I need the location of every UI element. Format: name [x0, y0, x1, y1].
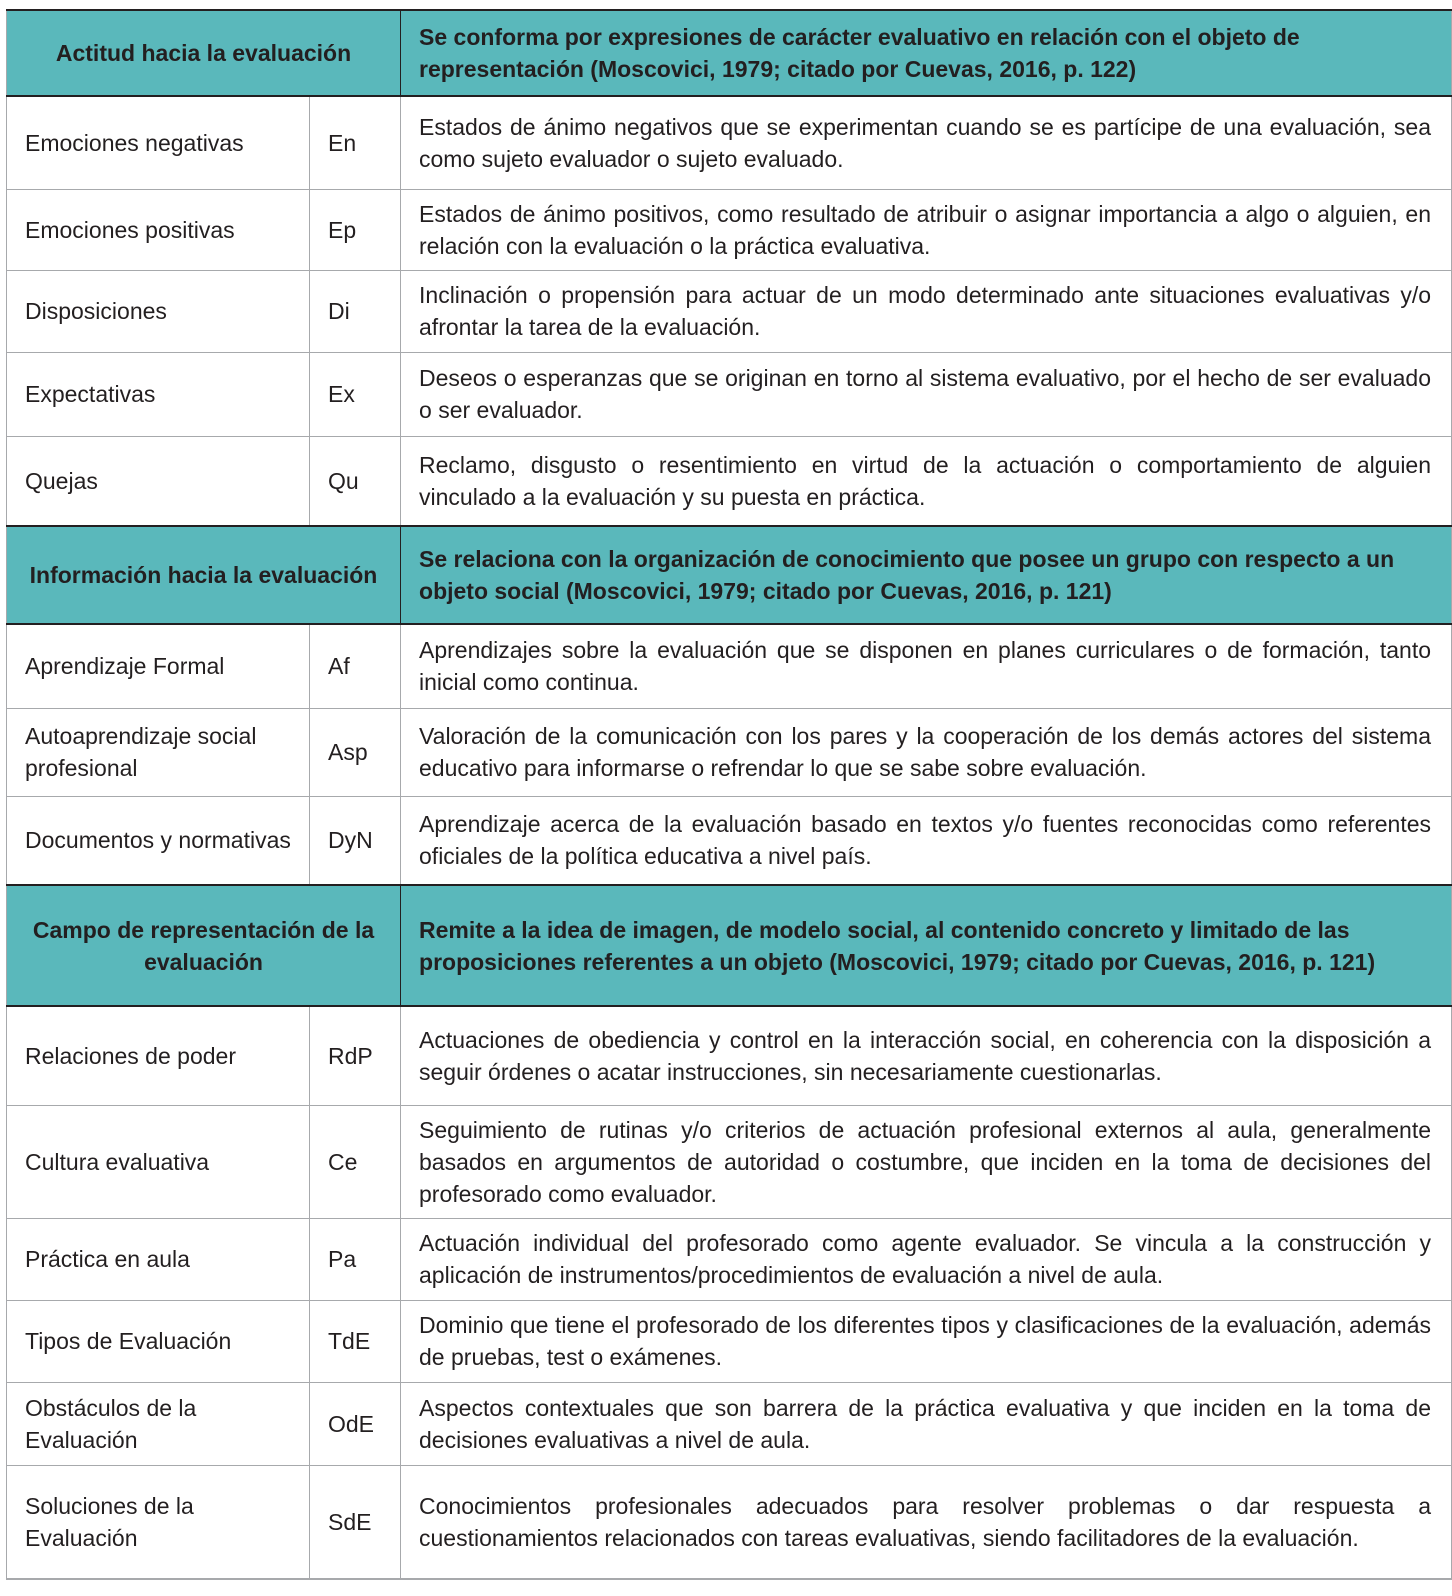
- category-code: Ex: [310, 352, 401, 436]
- category-code: Di: [310, 270, 401, 352]
- category-name: Tipos de Evaluación: [7, 1300, 310, 1382]
- category-name: Expectativas: [7, 352, 310, 436]
- category-code: Qu: [310, 436, 401, 526]
- section-title: Actitud hacia la evaluación: [7, 10, 401, 96]
- category-name: Obstáculos de la Evaluación: [7, 1382, 310, 1465]
- category-description: Aprendizajes sobre la evaluación que se disponen en planes curriculares o de formación, tanto inicial como continua.: [401, 624, 1452, 708]
- table-row: [7, 270, 1452, 352]
- section-description: Remite a la idea de imagen, de modelo social, al contenido concreto y limitado de las proposiciones referentes a un objeto (Moscovici, 1979; citado por Cuevas, 2016, p. 121): [401, 885, 1452, 1006]
- category-name: Emociones negativas: [7, 96, 310, 189]
- section-description: Se relaciona con la organización de conocimiento que posee un grupo con respecto a un objeto social (Moscovici, 1979; citado por Cuevas, 2016, p. 121): [401, 526, 1452, 624]
- category-description: Conocimientos profesionales adecuados para resolver problemas o dar respuesta a cuestionamientos relacionados con tareas evaluativas, siendo facilitadores de la evaluación.: [401, 1465, 1452, 1579]
- category-code: Ep: [310, 189, 401, 270]
- table-row: [7, 1382, 1452, 1465]
- category-description: Aprendizaje acerca de la evaluación basado en textos y/o fuentes reconocidas como referentes oficiales de la política educativa a nivel país.: [401, 796, 1452, 885]
- category-code: TdE: [310, 1300, 401, 1382]
- category-code: RdP: [310, 1006, 401, 1105]
- category-name: Emociones positivas: [7, 189, 310, 270]
- section-title: Información hacia la evaluación: [7, 526, 401, 624]
- table-row: [7, 1218, 1452, 1300]
- table-row: [7, 436, 1452, 526]
- table-row: [7, 189, 1452, 270]
- categories-table: [6, 9, 1452, 1580]
- category-code: Af: [310, 624, 401, 708]
- category-name: Cultura evaluativa: [7, 1105, 310, 1218]
- category-code: Asp: [310, 708, 401, 796]
- category-description: Dominio que tiene el profesorado de los diferentes tipos y clasificaciones de la evaluación, además de pruebas, test o exámenes.: [401, 1300, 1452, 1382]
- category-name: Soluciones de la Evaluación: [7, 1465, 310, 1579]
- category-description: Reclamo, disgusto o resentimiento en virtud de la actuación o comportamiento de alguien vinculado a la evaluación y su puesta en práctica.: [401, 436, 1452, 526]
- table-row: [7, 1105, 1452, 1218]
- category-description: Actuación individual del profesorado como agente evaluador. Se vincula a la construcción y aplicación de instrumentos/procedimientos de evaluación a nivel de aula.: [401, 1218, 1452, 1300]
- category-name: Aprendizaje Formal: [7, 624, 310, 708]
- category-name: Disposiciones: [7, 270, 310, 352]
- category-description: Aspectos contextuales que son barrera de la práctica evaluativa y que inciden en la toma de decisiones evaluativas a nivel de aula.: [401, 1382, 1452, 1465]
- category-code: Ce: [310, 1105, 401, 1218]
- table-row: [7, 352, 1452, 436]
- section-title: Campo de representación de la evaluación: [7, 885, 401, 1006]
- section-header-actitud: [7, 10, 1452, 96]
- table-row: [7, 708, 1452, 796]
- table-row: [7, 1006, 1452, 1105]
- category-description: Estados de ánimo positivos, como resultado de atribuir o asignar importancia a algo o alguien, en relación con la evaluación o la práctica evaluativa.: [401, 189, 1452, 270]
- category-description: Seguimiento de rutinas y/o criterios de actuación profesional externos al aula, generalmente basados en argumentos de autoridad o costumbre, que inciden en la toma de decisiones del profesorado como evaluador.: [401, 1105, 1452, 1218]
- category-description: Actuaciones de obediencia y control en la interacción social, en coherencia con la disposición a seguir órdenes o acatar instrucciones, sin necesariamente cuestionarlas.: [401, 1006, 1452, 1105]
- category-code: En: [310, 96, 401, 189]
- category-name: Quejas: [7, 436, 310, 526]
- table-row: [7, 1300, 1452, 1382]
- table-row: [7, 1465, 1452, 1579]
- category-code: OdE: [310, 1382, 401, 1465]
- category-description: Estados de ánimo negativos que se experimentan cuando se es partícipe de una evaluación, sea como sujeto evaluador o sujeto evaluado.: [401, 96, 1452, 189]
- category-code: DyN: [310, 796, 401, 885]
- table-row: [7, 624, 1452, 708]
- category-name: Relaciones de poder: [7, 1006, 310, 1105]
- category-name: Documentos y normativas: [7, 796, 310, 885]
- category-code: Pa: [310, 1218, 401, 1300]
- category-description: Valoración de la comunicación con los pares y la cooperación de los demás actores del sistema educativo para informarse o refrendar lo que se sabe sobre evaluación.: [401, 708, 1452, 796]
- category-name: Práctica en aula: [7, 1218, 310, 1300]
- category-description: Inclinación o propensión para actuar de un modo determinado ante situaciones evaluativas y/o afrontar la tarea de la evaluación.: [401, 270, 1452, 352]
- section-header-informacion: [7, 526, 1452, 624]
- category-description: Deseos o esperanzas que se originan en torno al sistema evaluativo, por el hecho de ser evaluado o ser evaluador.: [401, 352, 1452, 436]
- category-name: Autoaprendizaje social profesional: [7, 708, 310, 796]
- category-code: SdE: [310, 1465, 401, 1579]
- table-row: [7, 796, 1452, 885]
- section-header-campo: [7, 885, 1452, 1006]
- section-description: Se conforma por expresiones de carácter evaluativo en relación con el objeto de representación (Moscovici, 1979; citado por Cuevas, 2016, p. 122): [401, 10, 1452, 96]
- table-row: [7, 96, 1452, 189]
